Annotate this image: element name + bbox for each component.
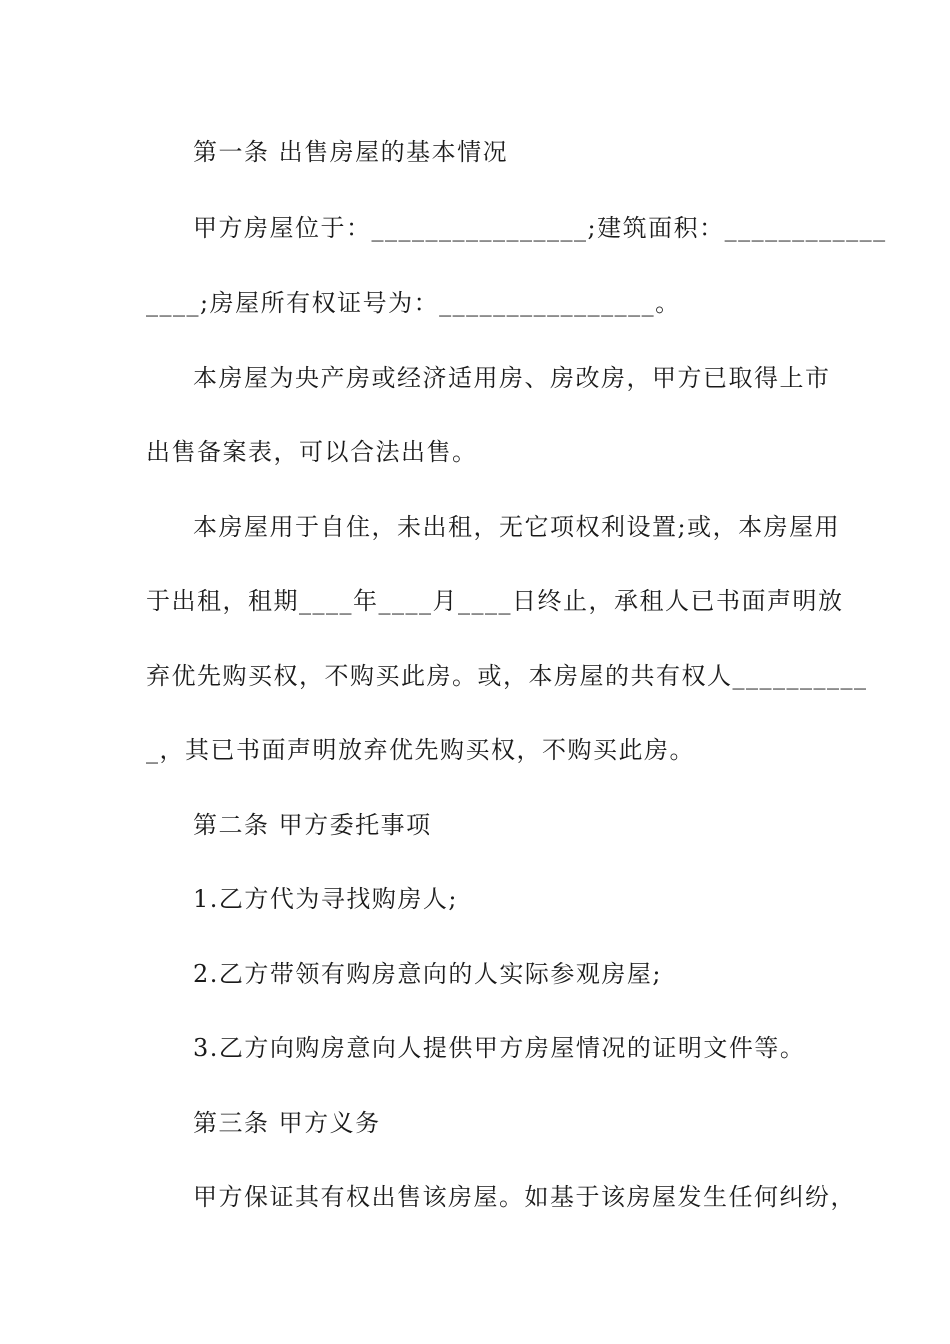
article-3-heading: 第三条 甲方义务 (193, 1109, 381, 1137)
paragraph-line: 于出租，租期____年____月____日终止，承租人已书面声明放 (146, 587, 844, 615)
list-item: 2.乙方带领有购房意向的人实际参观房屋; (193, 960, 662, 988)
paragraph-line: 弃优先购买权，不购买此房。或，本房屋的共有权人__________ (146, 662, 868, 690)
paragraph-line: 甲方房屋位于：________________;建筑面积：____________ (193, 214, 887, 242)
article-2-heading: 第二条 甲方委托事项 (193, 811, 432, 839)
paragraph-line: ____;房屋所有权证号为：________________。 (146, 289, 681, 317)
paragraph-line: 本房屋为央产房或经济适用房、房改房，甲方已取得上市 (193, 364, 831, 392)
paragraph-line: 甲方保证其有权出售该房屋。如基于该房屋发生任何纠纷， (193, 1183, 856, 1211)
paragraph-line: 出售备案表，可以合法出售。 (146, 438, 478, 466)
paragraph-line: _，其已书面声明放弃优先购买权，不购买此房。 (146, 736, 695, 764)
paragraph-line: 本房屋用于自住，未出租，无它项权利设置;或，本房屋用 (193, 513, 841, 541)
article-1-heading: 第一条 出售房屋的基本情况 (193, 138, 509, 166)
list-item: 1.乙方代为寻找购房人; (193, 885, 458, 913)
list-item: 3.乙方向购房意向人提供甲方房屋情况的证明文件等。 (193, 1034, 806, 1062)
